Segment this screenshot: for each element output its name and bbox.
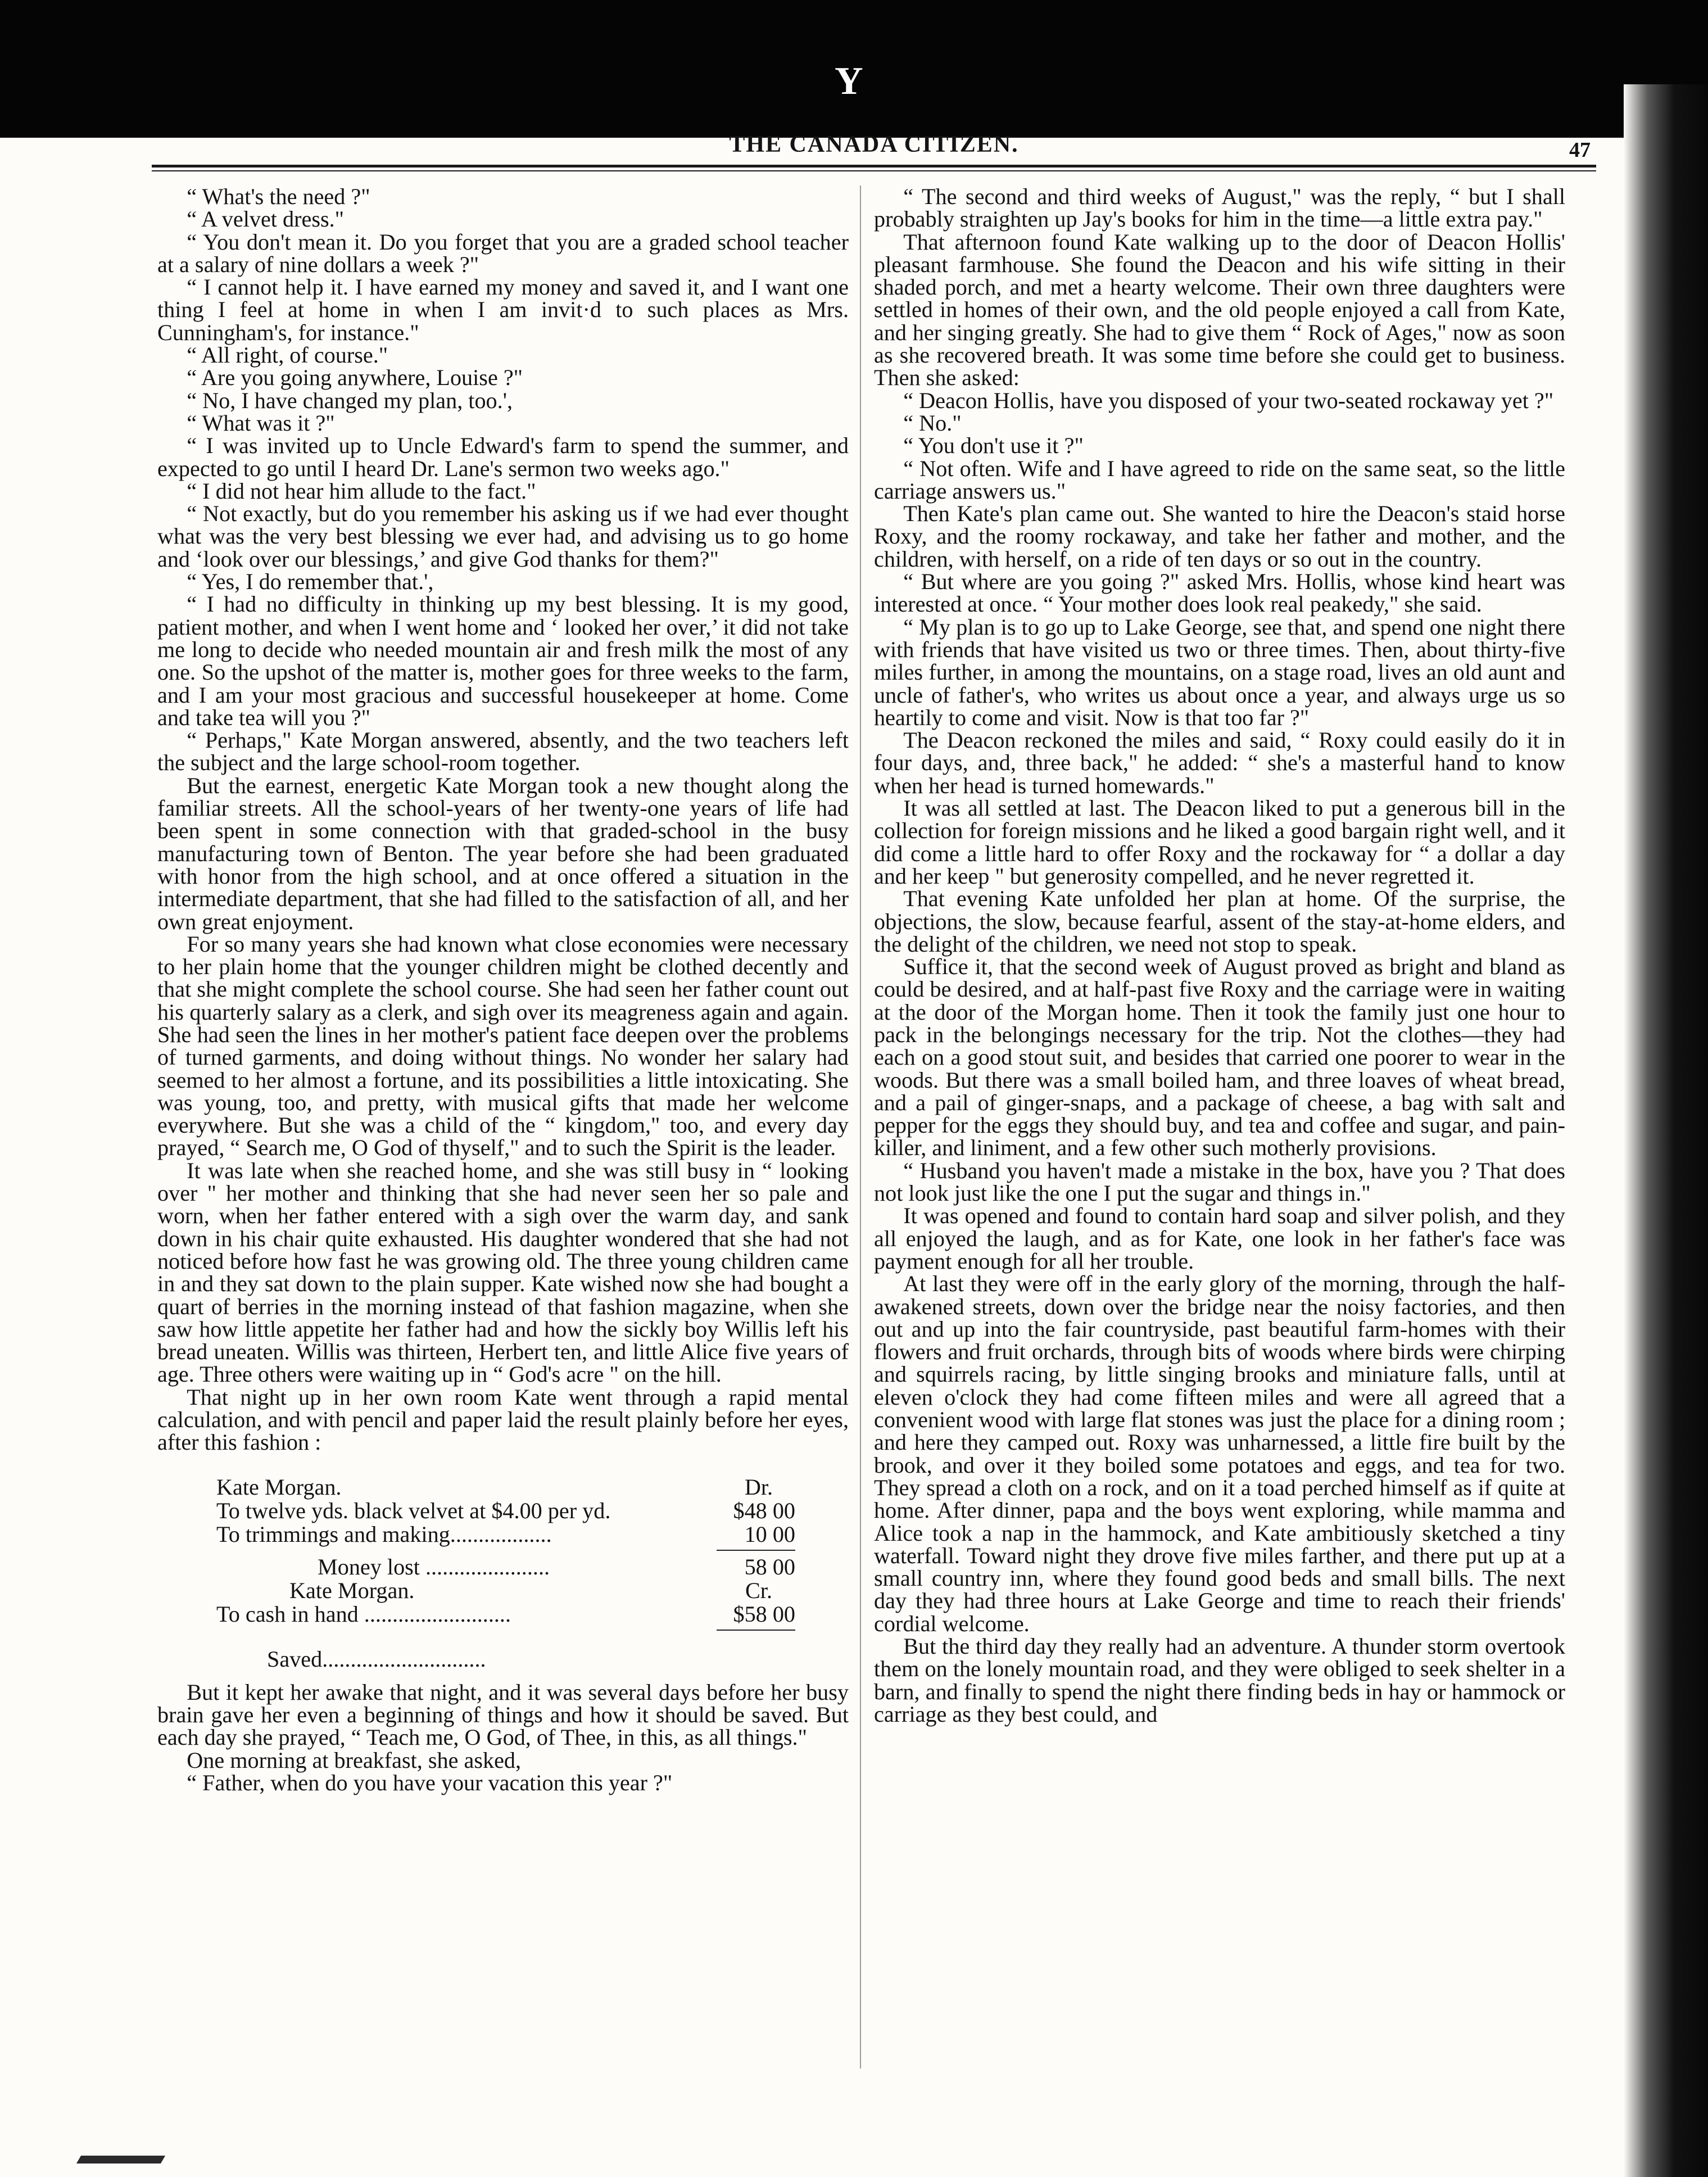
paragraph: At last they were off in the early glory of the morning, through the half-awakened streets, down over the bridge near the noisy factories, and then out and up into the fair countryside, past beautiful farm-homes with their flowers and fruit orchards, through bits of woods where birds were chirping and squirrels racing, by little singing brooks and miniature falls, until at eleven o'clock they had come fifteen miles and were all agreed that a convenient wood with large flat stones was just the place for a dining room ; and here they camped out. Roxy was unharnessed, a little fire built by the brook, and over it they boiled some potatoes and eggs, and tea for two. They spread a cloth on a rock, and on it a toad perched himself as if quite at home. After dinner, papa and the boys went exploring, while mamma and Alice took a nap in the hammock, and Kate ambitiously sketched a tiny waterfall. Toward night they drove five miles farther, and there put up at a small country inn, where they found good beds and small bills. The next day they had three hours at Lake George and time to reach their friends' cordial welcome. — [874, 1271, 1565, 1636]
paragraph: “ I did not hear him allude to the fact." — [187, 478, 536, 504]
paragraph: For so many years she had known what close economies were necessary to her plain home that the younger children might be clothed decently and that she might complete the school course. She had seen her father count out his quarterly salary as a clerk, and sigh over its meagreness again and again. She had seen the lines in her mother's patient face deepen over the problems of turned garments, and doing without things. No wonder her salary had seemed to her almost a fortune, and its possibilities a little intoxicating. She was young, too, and pretty, with musical gifts that made her welcome everywhere. But she was a child of the “ kingdom," too, and every day prayed, “ Search me, O God of thyself," and to such the Spirit is the leader. — [157, 931, 849, 1161]
column-divider — [860, 185, 861, 2069]
paragraph: “ I was invited up to Uncle Edward's farm to spend the summer, and expected to go until I heard Dr. Lane's sermon two weeks ago." — [157, 433, 849, 481]
paragraph: It was late when she reached home, and she was still busy in “ looking over " her mother and thinking that she had never seen her so pale and worn, when her father entered with a sigh over the warm day, and sank down in his chair quite exhausted. His daughter wondered that she had not noticed before how fast he was growing old. The three young children came in and they sat down to the plain supper. Kate wished now she had bought a quart of berries in the morning instead of that fashion magazine, when she saw how little appetite her father had and how the sickly boy Willis left his bread uneaten. Willis was thirteen, Herbert ten, and little Alice five years of age. Three others were waiting up in “ God's acre " on the hill. — [157, 1157, 849, 1387]
paragraph: “ Father, when do you have your vacation this year ?" — [187, 1769, 673, 1795]
paragraph: “ All right, of course." — [187, 342, 388, 368]
ledger-row — [157, 1476, 849, 1499]
paragraph: “ I had no difficulty in thinking up my best blessing. It is my good, patient mother, and when I went home and ‘ looked her over,’ it did not take me long to decide who needed mountain air and fresh milk the most of any one. So the upshot of the matter is, mother goes for three weeks to the farm, and I am your most gracious and successful housekeeper at home. Come and take tea will you ?" — [157, 591, 849, 730]
ledger-amount: $48 00 — [733, 1497, 795, 1523]
paragraph: “ Are you going anywhere, Louise ?" — [187, 365, 523, 391]
paragraph: “ I cannot help it. I have earned my money and saved it, and I want one thing I feel at home in when I am invit·d to such places as Mrs. Cunningham's, for instance." — [157, 274, 849, 345]
ledger-label: To twelve yds. black velvet at $4.00 per yd. — [216, 1497, 611, 1523]
ledger-label: Saved............................. — [267, 1646, 486, 1672]
paragraph: “ The second and third weeks of August," was the reply, “ but I shall probably straighten up Jay's books for him in the time—a little extra pay." — [874, 185, 1565, 232]
paragraph: Suffice it, that the second week of August proved as bright and bland as could be desired, and at half-past five Roxy and the carriage were in waiting at the door of the Morgan home. Then it took the family just one hour to pack in the belongings necessary for the trip. Not the clothes—they had each on a good stout suit, and besides that carried one poorer to wear in the woods. But there was a small boiled ham, and three loaves of wheat bread, and a pail of ginger-snaps, and a package of cheese, a bag with salt and pepper for the eggs they should buy, and tea and coffee and sugar, and pain-killer, and liniment, and a few other such motherly provisions. — [874, 954, 1565, 1161]
paragraph: “ Not often. Wife and I have agreed to ride on the same seat, so the little carriage answers us." — [874, 455, 1565, 504]
paragraph: “ You don't use it ?" — [903, 433, 1084, 459]
paragraph: That evening Kate unfolded her plan at home. Of the surprise, the objections, the slow, because fearful, assent of the stay-at-home elders, and the delight of the children, we need not stop to speak. — [874, 886, 1565, 957]
left-column-text-continued — [157, 1681, 849, 1794]
ledger-amount: 58 00 — [744, 1554, 795, 1579]
ledger-label: Money lost ...................... — [318, 1554, 550, 1579]
paragraph: “ Not exactly, but do you remember his asking us if we had ever thought what was the very best blessing we ever had, and advising us to go home and ‘look over our blessings,’ and give God thanks for them?" — [157, 501, 849, 572]
paragraph: “ My plan is to go up to Lake George, see that, and spend one night there with friends that have visited us two or three times. Then, about thirty-five miles further, in among the mountains, on a stage road, lives an old aunt and uncle of father's, who writes us about once a year, and always urge us so heartily to come and visit. Now is that too far ?" — [874, 614, 1565, 730]
paragraph: “ What's the need ?" — [187, 185, 370, 209]
ledger-separator-row — [157, 1626, 849, 1635]
paragraph: It was all settled at last. The Deacon liked to put a generous bill in the collection for foreign missions and he liked a good bargain right well, and it did come a little hard to offer Roxy and the rockaway for “ a dollar a day and her keep " but generosity compelled, and he never regretted it. — [874, 795, 1565, 889]
right-column-text — [874, 185, 1565, 1726]
ledger-label: Kate Morgan. — [216, 1474, 342, 1500]
ledger-sum-line — [717, 1630, 795, 1631]
paragraph: “ No, I have changed my plan, too.', — [187, 387, 513, 413]
top-black-band — [0, 0, 1708, 138]
top-scan-mark: Y — [835, 60, 863, 103]
paragraph: “ What was it ?" — [187, 410, 335, 436]
ledger-label: To trimmings and making.................. — [216, 1521, 552, 1547]
paragraph: “ Husband you haven't made a mistake in the box, have you ? That does not look just like the one I put the sugar and things in." — [874, 1157, 1565, 1206]
paragraph: But the third day they really had an adventure. A thunder storm overtook them on the lonely mountain road, and they were obliged to seek shelter in a barn, and finally to spend the night there finding beds in hay or hammock or carriage as they best could, and — [874, 1633, 1565, 1727]
paragraph: “ A velvet dress." — [187, 206, 345, 232]
paragraph: “ Deacon Hollis, have you disposed of your two-seated rockaway yet ?" — [903, 387, 1554, 413]
paragraph: “ But where are you going ?" asked Mrs. Hollis, whose kind heart was interested at once. “ Your mother does look real peakedy," she said. — [874, 569, 1565, 617]
scan-smudge — [76, 2156, 165, 2164]
page-number: 47 — [1569, 138, 1591, 162]
ledger-amount: Dr. — [744, 1474, 773, 1500]
header-rule — [152, 165, 1596, 168]
ledger-row — [157, 1523, 849, 1546]
ledger-amount: Cr. — [745, 1577, 773, 1603]
paragraph: But the earnest, energetic Kate Morgan took a new thought along the familiar streets. All the school-years of her twenty-one years of life had been spent in some connection with that graded-school in the busy manufacturing town of Benton. The year before she had been graduated with honor from the high school, and at once offered a situation in the intermediate department, that she had filled to the satisfaction of all, and her own great enjoyment. — [157, 772, 849, 934]
ledger-gap — [157, 1635, 849, 1648]
ledger-row — [157, 1499, 849, 1523]
page-header — [152, 126, 1596, 177]
paragraph: “ You don't mean it. Do you forget that you are a graded school teacher at a salary of nine dollars a week ?" — [157, 229, 849, 277]
paragraph: Then Kate's plan came out. She wanted to hire the Deacon's staid horse Roxy, and the roomy rockaway, and take her father and mother, and the children, with herself, on a ride of ten days or so out in the country. — [874, 501, 1565, 572]
paragraph: But it kept her awake that night, and it was several days before her busy brain gave her even a beginning of things and how it should be saved. But each day she prayed, “ Teach me, O God, of Thee, in this, as all things." — [157, 1679, 849, 1750]
ledger-row — [157, 1555, 849, 1579]
left-column — [157, 185, 849, 2119]
right-column — [874, 185, 1565, 2119]
left-column-text — [157, 185, 849, 1454]
scan-edge-shadow — [1624, 84, 1708, 2177]
paragraph: It was opened and found to contain hard soap and silver polish, and they all enjoyed the laugh, and as for Kate, one look in her father's face was payment enough for all her trouble. — [874, 1203, 1565, 1274]
paragraph: “ Yes, I do remember that.', — [187, 569, 434, 595]
paragraph: “ No." — [903, 410, 962, 436]
expense-ledger — [157, 1476, 849, 1671]
paragraph: That afternoon found Kate walking up to the door of Deacon Hollis' pleasant farmhouse. She found the Deacon and his wife sitting in their shaded porch, and met a hearty welcome. Their own three daughters were settled in homes of their own, and the old people enjoyed a call from Kate, and her singing greatly. She had to give them “ Rock of Ages," now as soon as she recovered breath. It was some time before she could get to business. Then she asked: — [874, 229, 1565, 391]
ledger-amount: $58 00 — [733, 1601, 795, 1627]
newspaper-title: THE CANADA CITIZEN. — [729, 132, 1019, 157]
paragraph: That night up in her own room Kate went through a rapid mental calculation, and with pencil and paper laid the result plainly before her eyes, after this fashion : — [157, 1384, 849, 1455]
ledger-amount: 10 00 — [744, 1521, 795, 1547]
paragraph: One morning at breakfast, she asked, — [187, 1747, 522, 1773]
header-rule-thin — [152, 170, 1596, 171]
paragraph: “ Perhaps," Kate Morgan answered, absently, and the two teachers left the subject and the large school-room together. — [157, 727, 849, 776]
paragraph: The Deacon reckoned the miles and said, “ Roxy could easily do it in four days, and, three back," he added: “ she's a masterful hand to know when her head is turned homewards." — [874, 727, 1565, 798]
ledger-sum-line — [717, 1550, 795, 1551]
ledger-row — [157, 1579, 849, 1603]
ledger-label: Kate Morgan. — [289, 1577, 415, 1603]
ledger-row — [157, 1648, 849, 1671]
ledger-label: To cash in hand .......................... — [216, 1601, 511, 1627]
ledger-row — [157, 1603, 849, 1626]
